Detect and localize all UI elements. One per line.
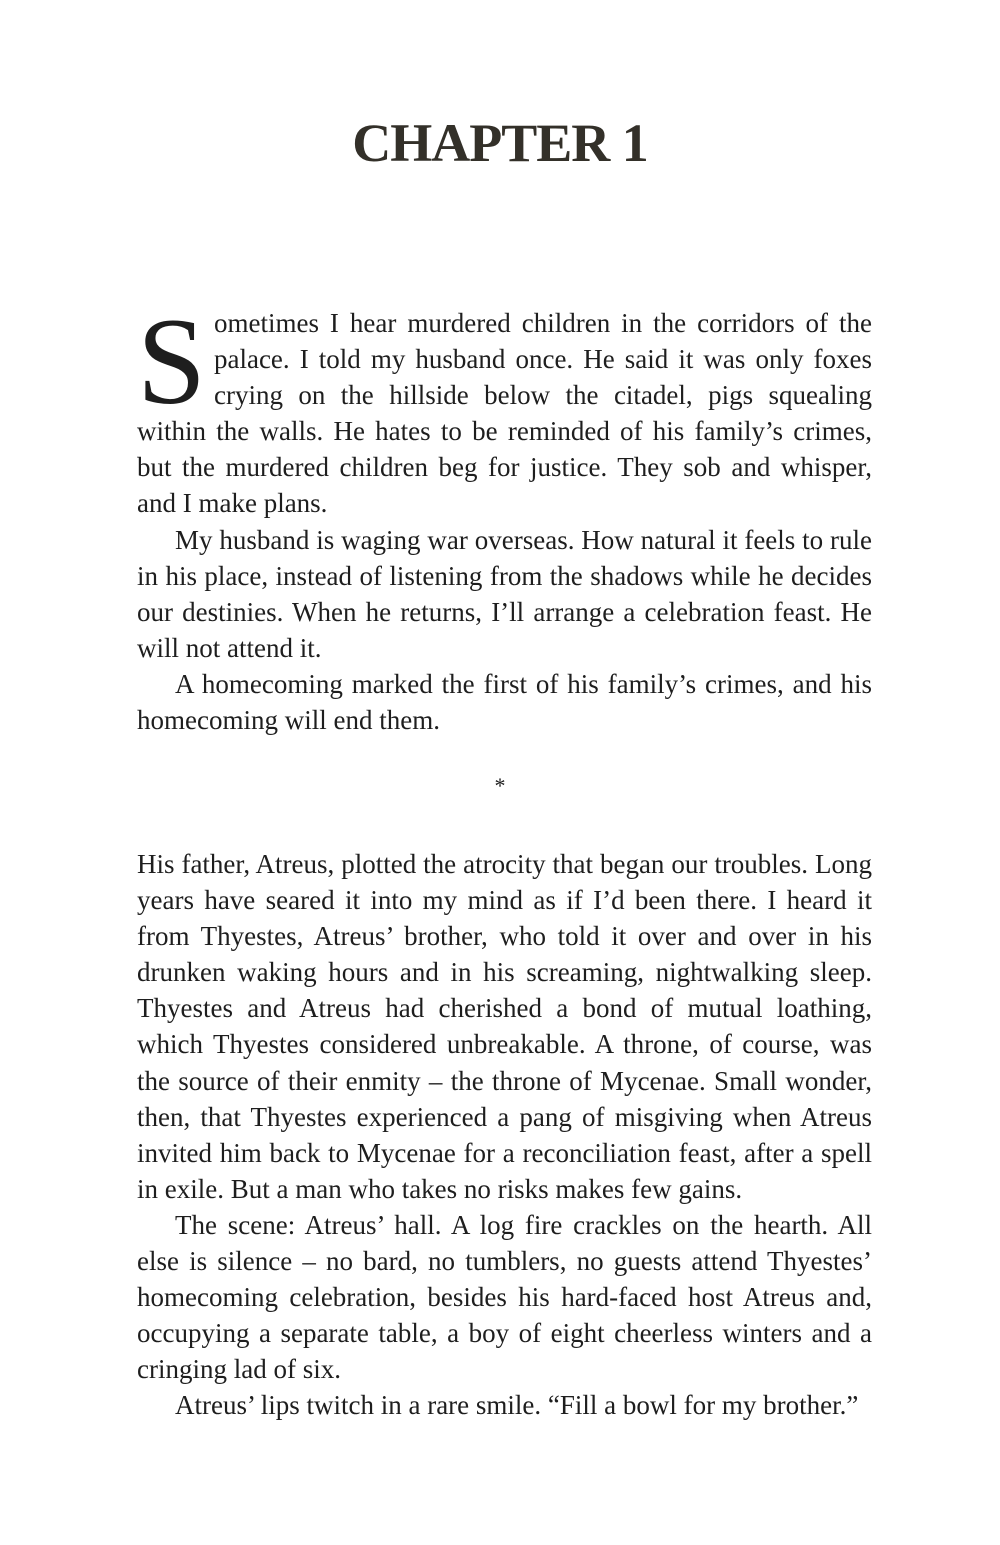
- drop-cap: S: [137, 293, 206, 430]
- opening-section: [137, 293, 872, 738]
- opening-paragraph-text: ometimes I hear murdered children in the corridors of the palace. I told my husband once. He said it was only foxes crying on the hillside below the citadel, pigs squealing within the walls. He hates to be reminded of his family’s crimes, but the murdered children beg for justice. They sob and whisper, and I make plans.: [137, 308, 872, 519]
- opening-paragraph: [137, 293, 872, 522]
- paragraph: His father, Atreus, plotted the atrocity that began our troubles. Long years have seared it into my mind as if I’d been there. I heard it from Thyestes, Atreus’ brother, who told it over and over in his drunken waking hours and in his screaming, nightwalking sleep. Thyestes and Atreus had cherished a bond of mutual loathing, which Thyestes considered unbreakable. A throne, of course, was the source of their enmity – the throne of Mycenae. Small wonder, then, that Thyestes experienced a pang of misgiving when Atreus invited him back to Mycenae for a reconciliation feast, after a spell in exile. But a man who takes no risks makes few gains.: [137, 849, 872, 1204]
- scene-break: *: [494, 773, 506, 798]
- paragraph: The scene: Atreus’ hall. A log fire crackles on the hearth. All else is silence – no bard, no tumblers, no guests attend Thyestes’ homecoming celebration, besides his hard-faced host Atreus and, occupying a separate table, a boy of eight cheerless winters and a cringing lad of six.: [137, 1209, 872, 1385]
- paragraph: Atreus’ lips twitch in a rare smile. “Fill a bowl for my brother.”: [175, 1390, 859, 1421]
- paragraph: A homecoming marked the first of his family’s crimes, and his homecoming will end them.: [137, 668, 872, 736]
- second-section: [137, 846, 872, 1424]
- paragraph: My husband is waging war overseas. How natural it feels to rule in his place, instead of listening from the shadows while he decides our destinies. When he returns, I’ll arrange a celebration feast. He will not attend it.: [137, 524, 872, 663]
- chapter-title: CHAPTER 1: [352, 113, 648, 173]
